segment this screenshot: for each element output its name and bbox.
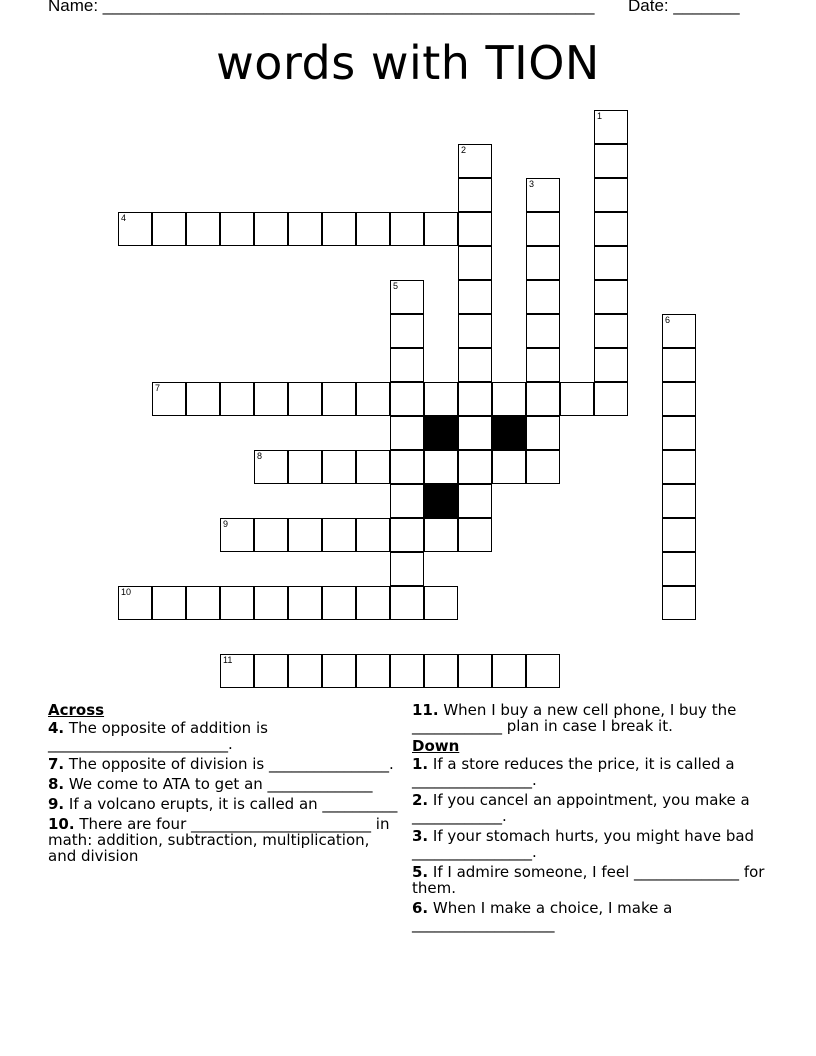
grid-cell[interactable]: [458, 144, 492, 178]
grid-cell[interactable]: [220, 654, 254, 688]
grid-cell[interactable]: [458, 382, 492, 416]
clue: [412, 864, 772, 896]
clue-label: 1.: [412, 755, 429, 773]
clue: [412, 702, 772, 734]
grid-cell[interactable]: [254, 518, 288, 552]
grid-cell[interactable]: [288, 518, 322, 552]
grid-cell[interactable]: [594, 110, 628, 144]
grid-cell[interactable]: [458, 450, 492, 484]
grid-cell[interactable]: [186, 382, 220, 416]
grid-cell[interactable]: [662, 586, 696, 620]
grid-cell[interactable]: [220, 382, 254, 416]
grid-cell[interactable]: [390, 348, 424, 382]
grid-cell[interactable]: [492, 450, 526, 484]
grid-cell[interactable]: [322, 382, 356, 416]
grid-cell[interactable]: [526, 314, 560, 348]
grid-cell[interactable]: [322, 518, 356, 552]
down-clue-list: [412, 756, 772, 932]
grid-cell[interactable]: [390, 654, 424, 688]
clue-text: If you cancel an appointment, you make a ____________.: [412, 791, 750, 825]
grid-cell[interactable]: [560, 382, 594, 416]
clue-number: 8: [257, 451, 263, 461]
grid-block: [424, 416, 458, 450]
grid-cell[interactable]: [220, 518, 254, 552]
grid-cell[interactable]: [390, 450, 424, 484]
grid-cell[interactable]: [152, 382, 186, 416]
clue-text: If I admire someone, I feel ______________ for them.: [412, 863, 765, 897]
across-clue-list: [48, 720, 398, 864]
grid-cell[interactable]: [288, 654, 322, 688]
clue-label: 5.: [412, 863, 429, 881]
grid-cell[interactable]: [424, 654, 458, 688]
clue: [48, 796, 398, 812]
clue-text: When I buy a new cell phone, I buy the ____________ plan in case I break it.: [412, 701, 737, 735]
grid-cell[interactable]: [526, 280, 560, 314]
grid-cell[interactable]: [662, 382, 696, 416]
grid-cell[interactable]: [254, 212, 288, 246]
page-title: words with TION: [216, 36, 600, 90]
grid-cell[interactable]: [526, 450, 560, 484]
grid-cell[interactable]: [390, 518, 424, 552]
grid-cell[interactable]: [458, 280, 492, 314]
grid-cell[interactable]: [390, 382, 424, 416]
grid-cell[interactable]: [662, 416, 696, 450]
grid-cell[interactable]: [594, 212, 628, 246]
grid-cell[interactable]: [288, 382, 322, 416]
grid-cell[interactable]: [152, 586, 186, 620]
grid-cell[interactable]: [254, 450, 288, 484]
clue-label: 7.: [48, 755, 65, 773]
grid-cell[interactable]: [390, 212, 424, 246]
grid-cell[interactable]: [458, 314, 492, 348]
clue-text: If a volcano erupts, it is called an __________: [64, 795, 398, 813]
grid-cell[interactable]: [390, 552, 424, 586]
clue-label: 6.: [412, 899, 429, 917]
clue-label: 9.: [48, 795, 65, 813]
grid-cell[interactable]: [390, 314, 424, 348]
grid-cell[interactable]: [254, 654, 288, 688]
clue-label: 8.: [48, 775, 65, 793]
grid-cell[interactable]: [390, 484, 424, 518]
grid-cell[interactable]: [424, 382, 458, 416]
grid-cell[interactable]: [594, 348, 628, 382]
clue-text: We come to ATA to get an ______________: [64, 775, 373, 793]
grid-cell[interactable]: [594, 144, 628, 178]
grid-cell[interactable]: [220, 586, 254, 620]
clue-number: 7: [155, 383, 161, 393]
grid-cell[interactable]: [526, 382, 560, 416]
grid-cell[interactable]: [526, 246, 560, 280]
clue-text: The opposite of addition is ________________________.: [48, 719, 268, 753]
grid-cell[interactable]: [526, 212, 560, 246]
grid-cell[interactable]: [526, 348, 560, 382]
grid-cell[interactable]: [662, 314, 696, 348]
grid-cell[interactable]: [492, 382, 526, 416]
clue: [48, 720, 398, 752]
clue-number: 3: [529, 179, 535, 189]
clues-column-left: [48, 702, 398, 868]
grid-cell[interactable]: [662, 450, 696, 484]
grid-cell[interactable]: [458, 518, 492, 552]
grid-cell[interactable]: [356, 450, 390, 484]
clues-column-right: [412, 702, 772, 936]
grid-cell[interactable]: [594, 314, 628, 348]
clue-text: If a store reduces the price, it is called a ________________.: [412, 755, 735, 789]
grid-cell[interactable]: [152, 212, 186, 246]
grid-cell[interactable]: [220, 212, 254, 246]
grid-cell[interactable]: [458, 178, 492, 212]
grid-cell[interactable]: [390, 280, 424, 314]
grid-cell[interactable]: [356, 586, 390, 620]
grid-cell[interactable]: [594, 178, 628, 212]
grid-cell[interactable]: [458, 212, 492, 246]
grid-block: [424, 484, 458, 518]
grid-block: [492, 416, 526, 450]
clue-text: There are four ________________________ in math: addition, subtraction, multiplication, and division: [48, 815, 390, 865]
clue-label: 2.: [412, 791, 429, 809]
grid-cell[interactable]: [356, 212, 390, 246]
grid-cell[interactable]: [662, 552, 696, 586]
clue-number: 5: [393, 281, 399, 291]
grid-cell[interactable]: [458, 246, 492, 280]
clue-label: 10.: [48, 815, 75, 833]
grid-cell[interactable]: [288, 212, 322, 246]
grid-cell[interactable]: [356, 654, 390, 688]
clue-text: The opposite of division is ________________.: [64, 755, 394, 773]
grid-cell[interactable]: [254, 586, 288, 620]
clue-label: 11.: [412, 701, 439, 719]
grid-cell[interactable]: [458, 416, 492, 450]
clue: [48, 816, 398, 864]
clue-text: When I make a choice, I make a ___________________: [412, 899, 673, 933]
clue: [48, 776, 398, 792]
clue-number: 6: [665, 315, 671, 325]
clue-number: 1: [597, 111, 603, 121]
clue: [412, 828, 772, 860]
clue: [412, 756, 772, 788]
name-field-label: Name: ____________________________________________________: [48, 0, 595, 15]
grid-cell[interactable]: [288, 450, 322, 484]
clue: [48, 756, 398, 772]
down-heading: Down: [412, 737, 460, 755]
grid-cell[interactable]: [662, 518, 696, 552]
date-field-label: Date: _______: [628, 0, 740, 15]
grid-cell[interactable]: [390, 416, 424, 450]
grid-cell[interactable]: [424, 450, 458, 484]
grid-cell[interactable]: [526, 416, 560, 450]
grid-cell[interactable]: [424, 518, 458, 552]
grid-cell[interactable]: [662, 484, 696, 518]
grid-cell[interactable]: [458, 484, 492, 518]
grid-cell[interactable]: [662, 348, 696, 382]
clue-number: 10: [121, 587, 132, 597]
grid-cell[interactable]: [186, 212, 220, 246]
grid-cell[interactable]: [254, 382, 288, 416]
clue-text: If your stomach hurts, you might have bad ________________.: [412, 827, 755, 861]
grid-cell[interactable]: [118, 212, 152, 246]
grid-cell[interactable]: [186, 586, 220, 620]
clue-number: 4: [121, 213, 127, 223]
grid-cell[interactable]: [390, 586, 424, 620]
grid-cell[interactable]: [458, 654, 492, 688]
grid-cell[interactable]: [288, 586, 322, 620]
grid-cell[interactable]: [322, 586, 356, 620]
grid-cell[interactable]: [424, 586, 458, 620]
grid-cell[interactable]: [424, 212, 458, 246]
grid-cell[interactable]: [356, 382, 390, 416]
grid-cell[interactable]: [594, 246, 628, 280]
grid-cell[interactable]: [458, 348, 492, 382]
grid-cell[interactable]: [356, 518, 390, 552]
grid-cell[interactable]: [594, 382, 628, 416]
grid-cell[interactable]: [322, 212, 356, 246]
grid-cell[interactable]: [322, 450, 356, 484]
grid-cell[interactable]: [526, 654, 560, 688]
clue-number: 9: [223, 519, 229, 529]
clue-number: 2: [461, 145, 467, 155]
grid-cell[interactable]: [322, 654, 356, 688]
grid-cell[interactable]: [118, 586, 152, 620]
clue-label: 3.: [412, 827, 429, 845]
clue-label: 4.: [48, 719, 65, 737]
clue: [412, 900, 772, 932]
across-clue-list-continued: [412, 702, 772, 734]
clue-number: 11: [223, 655, 233, 665]
grid-cell[interactable]: [492, 654, 526, 688]
clue: [412, 792, 772, 824]
grid-cell[interactable]: [594, 280, 628, 314]
across-heading: Across: [48, 701, 105, 719]
grid-cell[interactable]: [526, 178, 560, 212]
